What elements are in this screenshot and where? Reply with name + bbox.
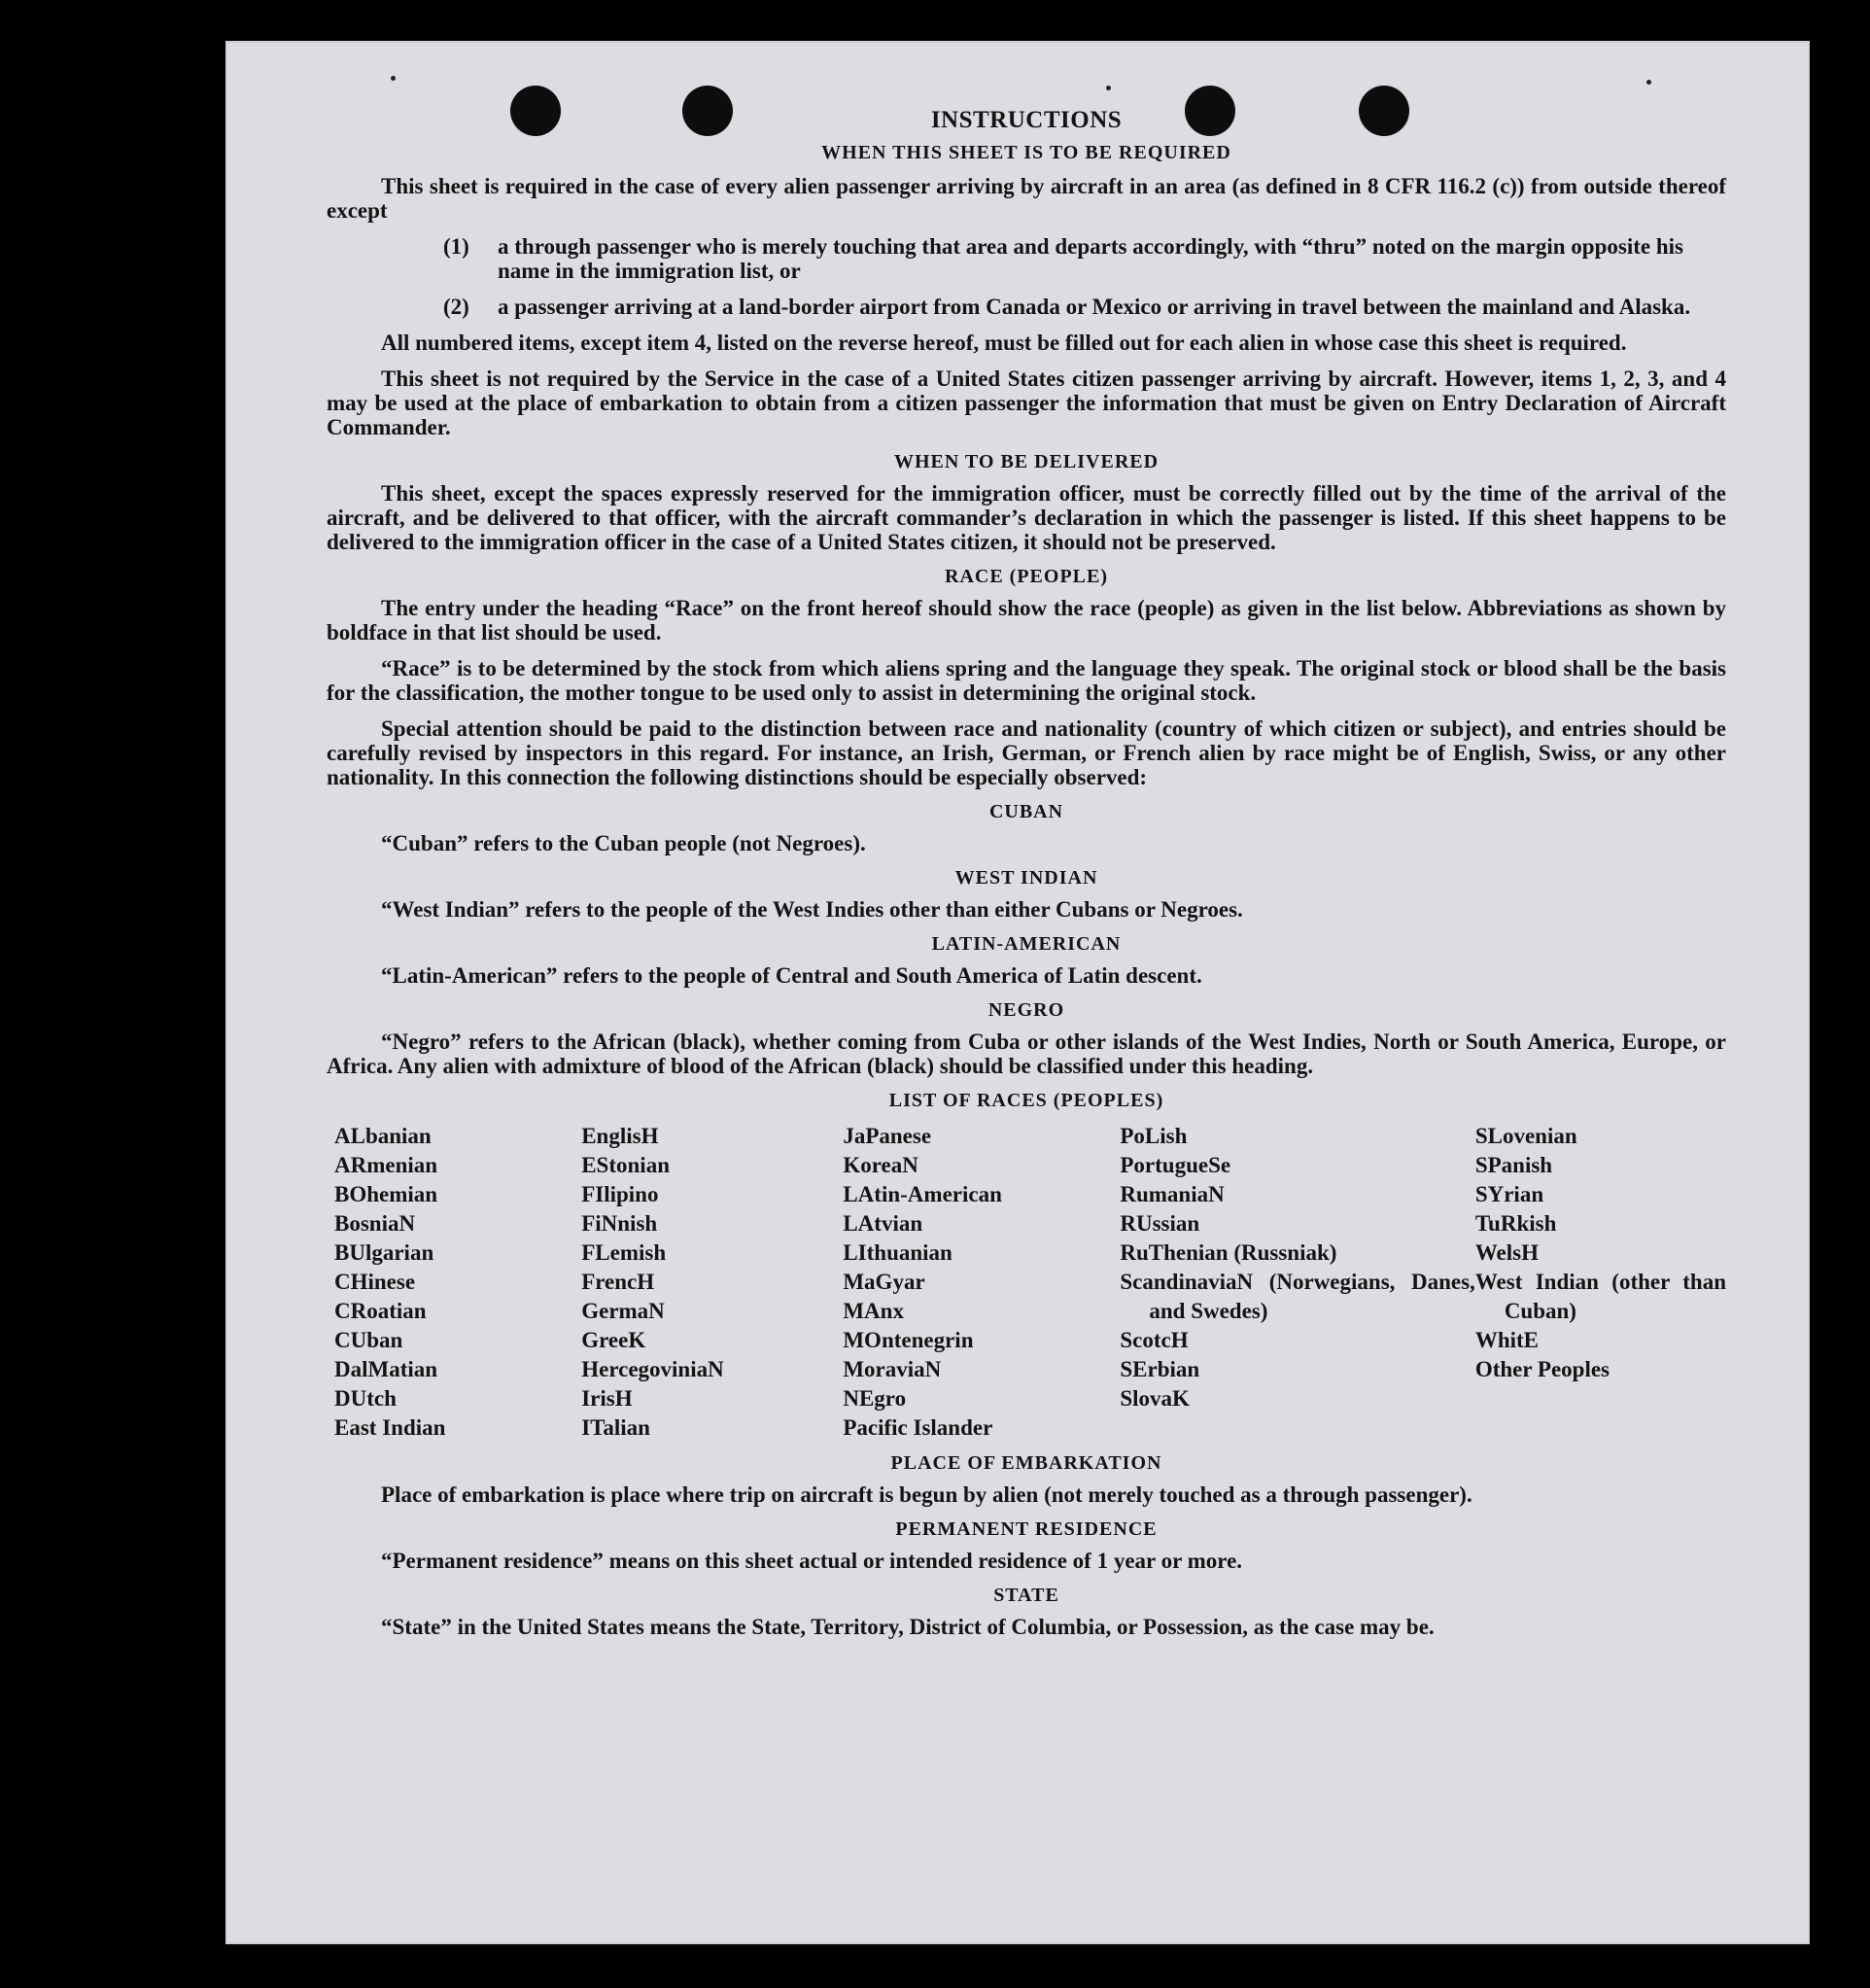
race-item: NEgro — [843, 1386, 907, 1411]
race-item: RumaniaN — [1120, 1182, 1225, 1206]
race-item: BOhemian — [334, 1182, 438, 1206]
race-item: PoLish — [1120, 1124, 1188, 1148]
race-item: WhitE — [1474, 1328, 1539, 1352]
item-number: (2) — [443, 295, 469, 319]
race-item: SPanish — [1474, 1153, 1553, 1177]
section-heading-race: RACE (PEOPLE) — [945, 566, 1108, 587]
races-column-2 — [581, 1122, 843, 1443]
race-item: Other Peoples — [1474, 1357, 1610, 1381]
race-paragraph-3: Special attention should be paid to the distinction between race and nationality (country of which citizen or subject), and entries should be carefully revised by inspectors in this regard. For instance, an Irish, German, or French alien by race might be of English, Swiss, or any other nationality. In this connection the following distinctions should be especially observed: — [327, 716, 1726, 789]
numbered-items-paragraph: All numbered items, except item 4, listed on the reverse hereof, must be filled out for each alien in whose case this sheet is required. — [381, 331, 1627, 355]
state-paragraph: “State” in the United States means the State, Territory, District of Columbia, or Possession, as the case may be. — [381, 1615, 1435, 1639]
race-item: GreeK — [581, 1328, 646, 1352]
distinction-text-west-indian: “West Indian” refers to the people of the West Indies other than either Cubans or Negroes. — [381, 897, 1243, 922]
races-column-5 — [1475, 1122, 1726, 1443]
races-column-3 — [843, 1122, 1120, 1443]
race-item: JaPanese — [843, 1124, 932, 1148]
section-heading-state: STATE — [993, 1585, 1059, 1606]
race-item: DUtch — [334, 1386, 397, 1411]
race-item: TuRkish — [1474, 1211, 1557, 1236]
race-item: LAtin-American — [843, 1182, 1002, 1206]
instructions-content — [327, 107, 1726, 1651]
race-item: MOntenegrin — [843, 1328, 974, 1352]
page-title: INSTRUCTIONS — [930, 107, 1123, 133]
race-item: FLemish — [581, 1240, 667, 1265]
race-item: PortugueSe — [1120, 1153, 1231, 1177]
list-of-races-heading: LIST OF RACES (PEOPLES) — [888, 1090, 1164, 1111]
distinction-heading-negro: NEGRO — [987, 999, 1065, 1021]
race-item: CUban — [334, 1328, 403, 1352]
races-column-4 — [1120, 1122, 1474, 1443]
race-item: East Indian — [334, 1415, 446, 1440]
speck — [391, 76, 396, 81]
item-number: (1) — [443, 234, 469, 259]
race-item: FIlipino — [581, 1182, 659, 1206]
race-item: LIthuanian — [843, 1240, 952, 1265]
distinction-text-cuban: “Cuban” refers to the Cuban people (not Negroes). — [381, 831, 866, 855]
race-item: ARmenian — [334, 1153, 438, 1177]
distinction-text-negro: “Negro” refers to the African (black), whether coming from Cuba or other islands of the West Indies, North or South America, Europe, or Africa. Any alien with admixture of blood of the African (black) should be classified under this heading. — [327, 1029, 1726, 1078]
race-item: BosniaN — [334, 1211, 416, 1236]
races-column-1 — [334, 1122, 581, 1443]
race-item: Pacific Islander — [843, 1415, 993, 1440]
race-item: RuThenian (Russniak) — [1120, 1240, 1337, 1265]
intro-paragraph: This sheet is required in the case of every alien passenger arriving by aircraft in an area (as defined in 8 CFR 116.2 (c)) from outside thereof except — [327, 174, 1726, 223]
race-item: EStonian — [581, 1153, 670, 1177]
distinction-text-latin-american: “Latin-American” refers to the people of Central and South America of Latin descent. — [381, 963, 1202, 988]
race-item: WelsH — [1474, 1240, 1539, 1265]
exception-item — [327, 234, 1726, 283]
document-sheet — [225, 41, 1810, 1944]
race-item: GermaN — [581, 1299, 665, 1323]
race-paragraph-2: “Race” is to be determined by the stock from which aliens spring and the language they speak. The original stock or blood shall be the basis for the classification, the mother tongue to be used only to assist in determining the original stock. — [327, 656, 1726, 705]
race-item: West Indian (other than Cuban) — [1474, 1270, 1727, 1323]
race-item: MoraviaN — [843, 1357, 942, 1381]
section-heading-residence: PERMANENT RESIDENCE — [895, 1518, 1158, 1540]
distinction-heading-west-indian: WEST INDIAN — [954, 867, 1098, 889]
race-item: MaGyar — [843, 1270, 925, 1294]
race-item: SErbian — [1120, 1357, 1200, 1381]
delivered-paragraph: This sheet, except the spaces expressly reserved for the immigration officer, must be correctly filled out by the time of the arrival of the aircraft, and be delivered to that officer, with the aircraft commander’s declaration in which the passenger is listed. If this sheet happens to be delivered to the immigration officer in the case of a United States citizen, it should not be preserved. — [327, 481, 1726, 554]
race-item: DalMatian — [334, 1357, 438, 1381]
race-item: ScandinaviaN (Norwegians, Danes, and Swedes) — [1120, 1270, 1475, 1323]
race-item: MAnx — [843, 1299, 904, 1323]
race-item: SLovenian — [1474, 1124, 1577, 1148]
race-item: ScotcH — [1120, 1328, 1189, 1352]
item-text: a passenger arriving at a land-border airport from Canada or Mexico or arriving in travel between the mainland and Alaska. — [498, 295, 1691, 319]
race-item: ITalian — [581, 1415, 650, 1440]
race-item: SlovaK — [1120, 1386, 1190, 1411]
race-item: FrencH — [581, 1270, 655, 1294]
section-heading-when-required: WHEN THIS SHEET IS TO BE REQUIRED — [821, 142, 1231, 163]
distinction-heading-latin-american: LATIN-AMERICAN — [931, 933, 1122, 955]
races-list — [334, 1122, 1726, 1443]
section-heading-when-delivered: WHEN TO BE DELIVERED — [893, 451, 1160, 472]
race-item: SYrian — [1474, 1182, 1544, 1206]
race-item: FiNnish — [581, 1211, 658, 1236]
race-item: HercegoviniaN — [581, 1357, 724, 1381]
race-item: LAtvian — [843, 1211, 923, 1236]
race-item: RUssian — [1120, 1211, 1200, 1236]
speck — [1106, 86, 1111, 90]
item-text: a through passenger who is merely touching that area and departs accordingly, with “thru” noted on the margin opposite his name in the immigration list, or — [498, 234, 1683, 283]
embarkation-paragraph: Place of embarkation is place where trip on aircraft is begun by alien (not merely touched as a through passenger). — [381, 1482, 1472, 1507]
section-heading-embarkation: PLACE OF EMBARKATION — [890, 1452, 1162, 1474]
race-paragraph-1: The entry under the heading “Race” on the front hereof should show the race (people) as given in the list below. Abbreviations as shown by boldface in that list should be used. — [327, 596, 1726, 645]
distinction-heading-cuban: CUBAN — [988, 801, 1064, 822]
race-item: KoreaN — [843, 1153, 918, 1177]
race-item: CHinese — [334, 1270, 416, 1294]
race-item: IrisH — [581, 1386, 633, 1411]
citizen-note-paragraph: This sheet is not required by the Service in the case of a United States citizen passenger arriving by aircraft. However, items 1, 2, 3, and 4 may be used at the place of embarkation to obtain from a citizen passenger the information that must be given on Entry Declaration of Aircraft Commander. — [327, 366, 1726, 439]
exception-item — [327, 295, 1726, 319]
residence-paragraph: “Permanent residence” means on this sheet actual or intended residence of 1 year or more. — [381, 1549, 1243, 1573]
speck — [1646, 80, 1651, 85]
race-item: EnglisH — [581, 1124, 659, 1148]
race-item: ALbanian — [334, 1124, 432, 1148]
race-item: CRoatian — [334, 1299, 427, 1323]
race-item: BUlgarian — [334, 1240, 434, 1265]
